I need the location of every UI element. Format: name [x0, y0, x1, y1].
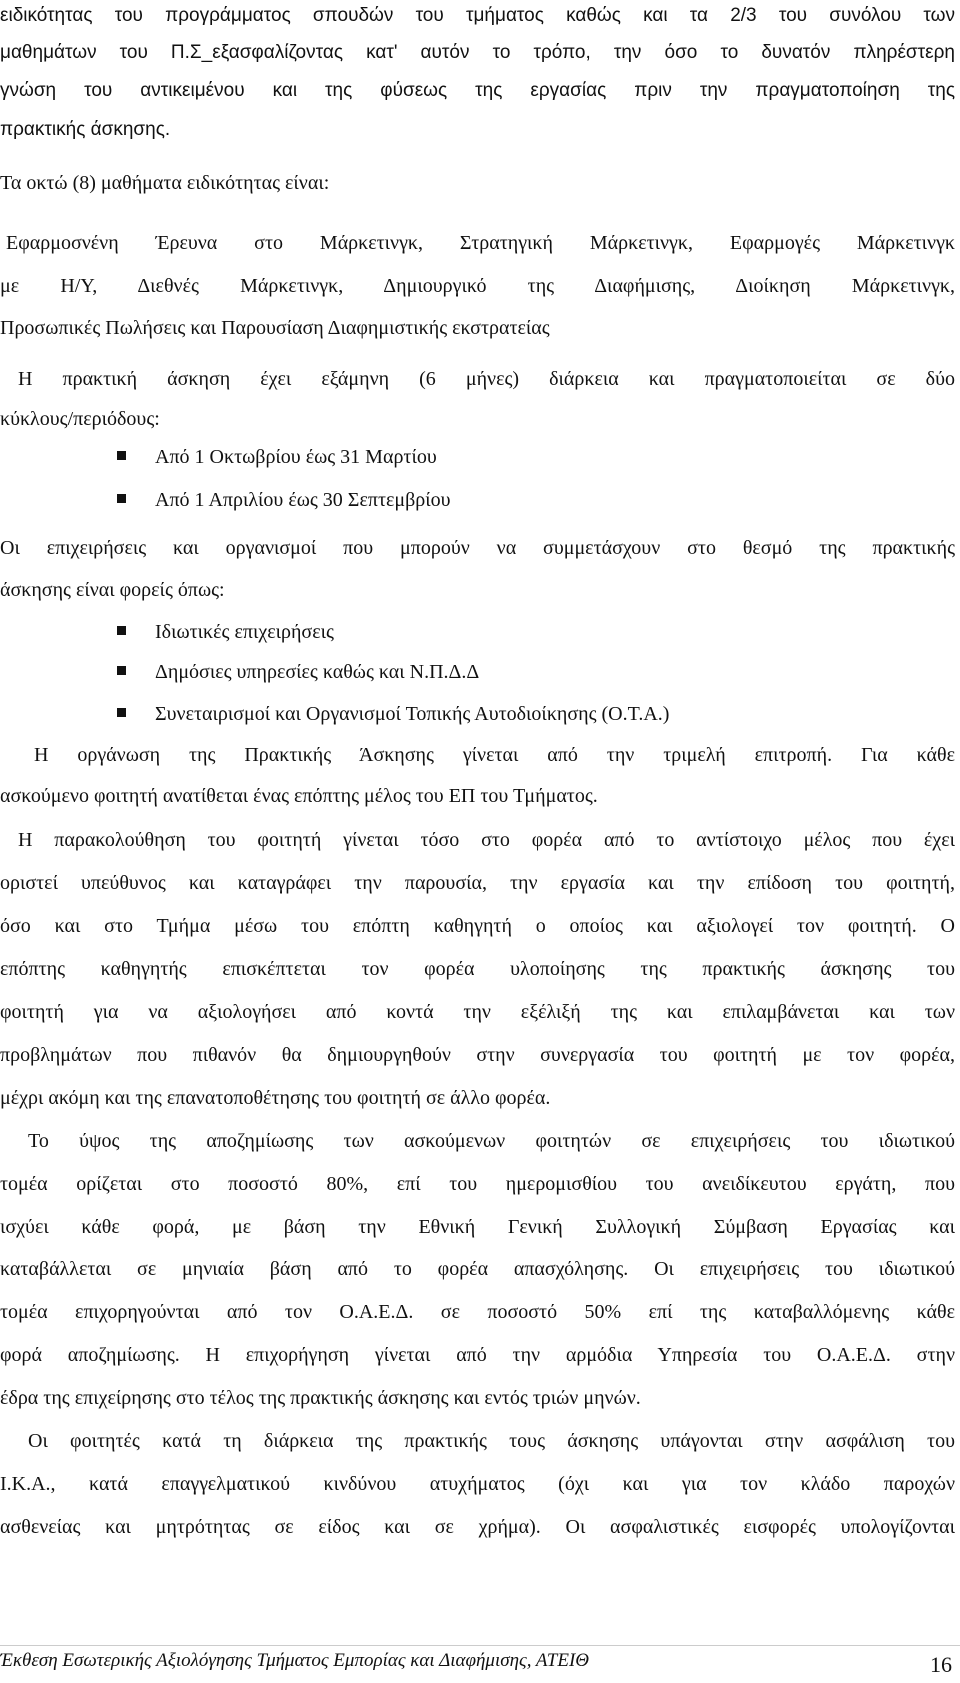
compensation-line: καταβάλλεται σε μηνιαία βάση από το φορέα απασχόλησης. Οι επιχειρήσεις του ιδιωτικού	[0, 1258, 955, 1280]
monitoring-line: όσο και στο Τμήμα μέσω του επόπτη καθηγητή ο οποίος και αξιολογεί τον φοιτητή. Ο	[0, 915, 955, 937]
duration-line: Η πρακτική άσκηση έχει εξάμηνη (6 μήνες) διάρκεια και πραγματοποιείται σε δύο	[18, 368, 955, 390]
monitoring-line: οριστεί υπεύθυνος και καταγράφει την παρουσία, την εργασία και την επίδοση του φοιτητή,	[0, 872, 955, 894]
entity-item: Συνεταιρισμοί και Οργανισμοί Τοπικής Αυτοδιοίκησης (Ο.Τ.Α.)	[155, 703, 670, 725]
intro-line: πρακτικής άσκησης.	[0, 119, 171, 140]
insurance-line: Οι φοιτητές κατά τη διάρκεια της πρακτικής τους άσκησης υπάγονται στην ασφάλιση του	[28, 1430, 955, 1452]
footer-divider	[0, 1645, 960, 1646]
monitoring-line: προβλημάτων που πιθανόν θα δημιουργηθούν στην συνεργασία του φοιτητή με τον φορέα,	[0, 1044, 955, 1066]
bullet-square-icon	[117, 626, 126, 635]
compensation-line: Το ύψος της αποζημίωσης των ασκούμενων φοιτητών σε επιχειρήσεις του ιδιωτικού	[28, 1130, 955, 1152]
footer-text: Έκθεση Εσωτερικής Αξιολόγησης Τμήματος Εμπορίας και Διαφήμισης, ΑΤΕΙΘ	[0, 1650, 590, 1671]
compensation-line: φορά αποζημίωσης. Η επιχορήγηση γίνεται από την αρμόδια Υπηρεσία του Ο.Α.Ε.Δ. στην	[0, 1344, 955, 1366]
compensation-line: ισχύει κάθε φορά, με βάση την Εθνική Γενική Συλλογική Σύμβαση Εργασίας και	[0, 1216, 955, 1238]
bullet-square-icon	[117, 666, 126, 675]
compensation-line: έδρα της επιχείρησης στο τέλος της πρακτικής άσκησης και εντός τριών μηνών.	[0, 1387, 641, 1409]
monitoring-line: επόπτης καθηγητής επισκέπτεται τον φορέα υλοποίησης της πρακτικής άσκησης του	[0, 958, 955, 980]
period-item: Από 1 Απριλίου έως 30 Σεπτεμβρίου	[155, 489, 451, 511]
specialty-line: Εφαρμοσνένη Έρευνα στο Μάρκετινγκ, Στρατηγική Μάρκετινγκ, Εφαρμογές Μάρκετινγκ	[6, 232, 955, 254]
organization-line: Η οργάνωση της Πρακτικής Άσκησης γίνεται από την τριμελή επιτροπή. Για κάθε	[34, 744, 955, 766]
duration-line: κύκλους/περιόδους:	[0, 408, 160, 430]
compensation-line: τομέα επιχορηγούνται από τον Ο.Α.Ε.Δ. σε ποσοστό 50% επί της καταβαλλόμενης κάθε	[0, 1301, 955, 1323]
insurance-line: Ι.Κ.Α., κατά επαγγελματικού κινδύνου ατυχήματος (όχι και για τον κλάδο παροχών	[0, 1473, 955, 1495]
organization-line: ασκούμενο φοιτητή ανατίθεται ένας επόπτης μέλος του ΕΠ του Τμήματος.	[0, 785, 598, 807]
entity-item: Ιδιωτικές επιχειρήσεις	[155, 621, 334, 643]
specialty-heading: Τα οκτώ (8) μαθήματα ειδικότητας είναι:	[0, 172, 330, 194]
monitoring-line: φοιτητή για να αξιολογήσει από κοντά την εξέλιξή της και επιλαμβάνεται και των	[0, 1001, 955, 1023]
insurance-line: ασθενείας και μητρότητας σε είδος και σε χρήμα). Οι ασφαλιστικές εισφορές υπολογίζονται	[0, 1516, 955, 1538]
intro-line: ειδικότητας του προγράμματος σπουδών του τμήματος καθώς και τα 2/3 του συνόλου των	[0, 5, 955, 26]
intro-line: μαθημάτων του Π.Σ_εξασφαλίζοντας κατ' αυτόν το τρόπο, την όσο το δυνατόν πληρέστερη	[0, 42, 955, 63]
entity-item: Δημόσιες υπηρεσίες καθώς και Ν.Π.Δ.Δ	[155, 661, 480, 683]
compensation-line: τομέα ορίζεται στο ποσοστό 80%, επί του ημερομισθίου του ανειδίκευτου εργάτη, που	[0, 1173, 955, 1195]
monitoring-line: μέχρι ακόμη και της επανατοποθέτησης του φοιτητή σε άλλο φορέα.	[0, 1087, 551, 1109]
bullet-square-icon	[117, 708, 126, 717]
bullet-square-icon	[117, 451, 126, 460]
monitoring-line: Η παρακολούθηση του φοιτητή γίνεται τόσο στο φορέα από το αντίστοιχο μέλος που έχει	[18, 829, 955, 851]
specialty-line: Προσωπικές Πωλήσεις και Παρουσίαση Διαφημιστικής εκστρατείας	[0, 317, 550, 339]
period-item: Από 1 Οκτωβρίου έως 31 Μαρτίου	[155, 446, 437, 468]
page-number: 16	[930, 1652, 952, 1677]
specialty-line: με Η/Υ, Διεθνές Μάρκετινγκ, Δημιουργικό της Διαφήμισης, Διοίκηση Μάρκετινγκ,	[0, 275, 955, 297]
bullet-square-icon	[117, 494, 126, 503]
entities-line: Οι επιχειρήσεις και οργανισμοί που μπορούν να συμμετάσχουν στο θεσμό της πρακτικής	[0, 537, 955, 559]
intro-line: γνώση του αντικειμένου και της φύσεως της εργασίας πριν την πραγματοποίηση της	[0, 80, 955, 101]
entities-line: άσκησης είναι φορείς όπως:	[0, 579, 225, 601]
